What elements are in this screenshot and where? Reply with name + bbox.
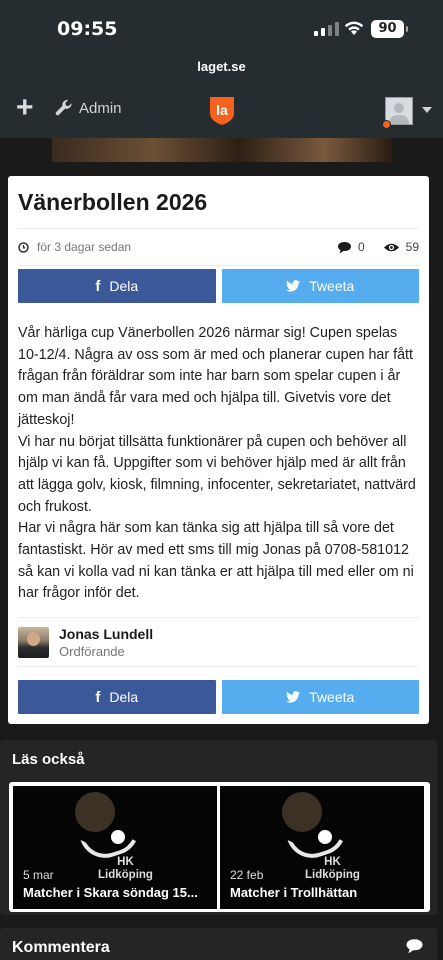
app-header [0,80,443,138]
twitter-icon [286,280,300,292]
twitter-share-button[interactable]: Tweeta [222,680,420,714]
add-button[interactable]: + [16,91,34,124]
article-paragraph: Vår härliga cup Vänerbollen 2026 närmar sig! Cupen spelas 10-12/4. Några av oss som är med och planerar cupen har fått frågan från föräldrar som inte har barn som spelar cupen i år om man ändå får vara med och hjälpa till. Givetvis vore det jätteskoj! [18,325,413,428]
article-card [8,176,429,724]
read-also-list [9,782,430,912]
comment-icon [337,241,352,254]
facebook-icon: f [95,277,101,295]
comment-section[interactable] [0,928,437,960]
status-time: 09:55 [57,18,118,40]
facebook-share-button[interactable]: f Dela [18,269,216,303]
related-article-headline: Matcher i Skara söndag 15... [23,885,198,900]
comment-count: 0 [357,240,365,254]
author-role: Ordförande [59,643,125,659]
comment-bubble-icon [405,938,424,954]
share-row-bottom [18,680,419,714]
read-also-section [0,740,437,915]
author-name: Jonas Lundell [59,625,154,642]
twitter-icon [286,691,300,703]
battery-indicator: 90 [371,20,404,38]
related-article-date: 5 mar [23,868,54,882]
user-silhouette-icon [386,98,412,124]
notification-dot [382,120,391,129]
article-paragraph: Vi har nu börjat tillsätta funktionärer på cupen och behöver all hjälp vi kan få. Uppgifter som vi behöver hjälp med är allt från att lägga golv, kiosk, filmning, infocenter, sekretariatet, nattvärd och frukost. [18,433,416,515]
comment-section-title: Kommentera [12,939,110,956]
facebook-share-button[interactable]: f Dela [18,680,216,714]
related-article-card[interactable]: HK Lidköping 5 mar Matcher i Skara söndag 15... [13,786,217,909]
wifi-icon [343,19,365,36]
author-avatar [18,627,49,658]
admin-button[interactable] [55,99,122,117]
status-bar [0,0,443,58]
related-article-date: 22 feb [230,868,264,882]
author-block[interactable] [18,617,419,667]
clock-icon [18,242,29,253]
chevron-down-icon[interactable] [422,107,432,113]
cellular-signal-icon [314,21,339,36]
laget-logo[interactable] [207,94,237,126]
article-meta [18,228,419,266]
related-article-card[interactable]: HK Lidköping 22 feb Matcher i Trollhättan [220,786,424,909]
post-time: för 3 dagar sedan [37,240,132,254]
article-body [18,323,419,605]
related-article-headline: Matcher i Trollhättan [230,885,358,900]
header-image [52,138,392,162]
logo-text: la [216,102,228,118]
view-count: 59 [405,240,419,254]
share-row-top [18,269,419,303]
browser-url[interactable]: laget.se [0,58,443,80]
article-title: Vänerbollen 2026 [18,189,208,215]
admin-label: Admin [79,99,122,117]
twitter-share-button[interactable]: Tweeta [222,269,420,303]
eye-icon [383,242,400,253]
facebook-icon: f [95,688,101,706]
wrench-icon [55,99,73,117]
article-paragraph: Har vi några här som kan tänka sig att hjälpa till så vore det fantastiskt. Hör av med ett sms till mig Jonas på 0708-581012 så kan vi kolla vad ni kan tänka er att hjälpa till med eller om ni har frågor inför det. [18,520,414,602]
read-also-title: Läs också [12,751,85,768]
